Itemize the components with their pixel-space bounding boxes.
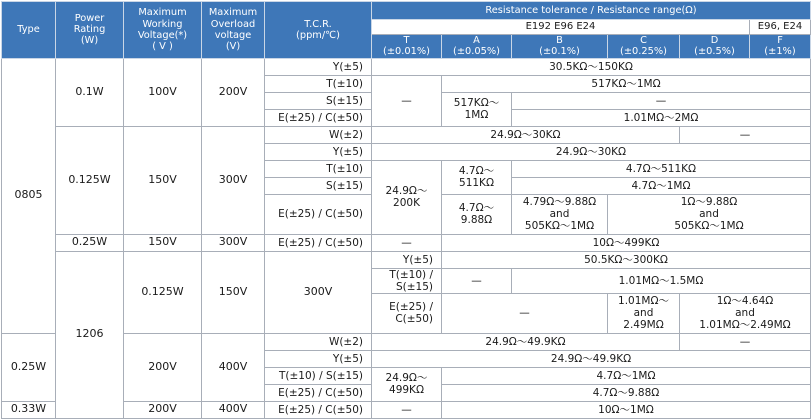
range-cell: 4.7Ω～511KΩ [512,160,811,177]
power-rating: 0.33W [2,401,56,418]
overload-voltage: 400V [202,401,265,418]
working-voltage: 150V [124,126,202,234]
range-cell: 1.01MΩ～ and 2.49MΩ [608,293,680,333]
range-cell-empty: — [680,126,811,143]
range-cell-empty: — [512,92,811,109]
type-0805: 0805 [2,58,56,333]
overload-voltage: 400V [202,333,265,401]
range-cell: 1Ω～9.88Ω and 505KΩ～1MΩ [608,194,811,234]
tcr-label: Y(±5) [372,251,442,268]
overload-voltage: 300V [202,126,265,234]
col-type-header: Type [2,2,56,59]
power-rating: 0.125W [124,251,202,333]
power-rating: 0.25W [2,333,56,401]
tcr-label: S(±15) [265,177,372,194]
tcr-label: Y(±5) [265,58,372,75]
range-cell: 4.79Ω～9.88Ω and 505KΩ～1MΩ [512,194,608,234]
range-cell: 4.7Ω～ 511KΩ [442,160,512,194]
tcr-label: Y(±5) [265,350,372,367]
tcr-label: E(±25) / C(±50) [265,401,372,418]
tol-col-c: C (±0.25%) [608,35,680,59]
type-1206: 1206 [56,251,124,418]
tcr-label: E(±25) / C(±50) [265,384,372,401]
series-e192-e96-e24: E192 E96 E24 [372,20,750,35]
tcr-label: S(±15) [265,92,372,109]
col-tcr-header: T.C.R. (ppm/℃) [265,2,372,59]
tcr-label: E(±25) / C(±50) [265,194,372,234]
tcr-label: T(±10) / S(±15) [372,268,442,293]
range-cell: 10Ω～1MΩ [442,401,811,418]
range-cell: 517KΩ～ 1MΩ [442,92,512,126]
range-cell: 517KΩ～1MΩ [442,75,811,92]
range-cell-empty: — [372,75,442,126]
tol-col-t: T (±0.01%) [372,35,442,59]
range-cell: 24.9Ω～ 499KΩ [372,367,442,401]
range-cell: 24.9Ω～ 200K [372,160,442,234]
range-cell: 4.7Ω～9.88Ω [442,384,811,401]
tcr-label: E(±25) / C(±50) [265,109,372,126]
power-rating: 0.1W [56,58,124,126]
range-cell-empty: — [442,268,512,293]
working-voltage: 100V [124,58,202,126]
tcr-label: T(±10) / S(±15) [265,367,372,384]
range-cell: 4.7Ω～1MΩ [442,367,811,384]
overload-voltage: 300V [265,251,372,333]
range-cell: 30.5KΩ～150KΩ [372,58,811,75]
range-cell: 24.9Ω～49.9KΩ [372,333,680,350]
tcr-label: Y(±5) [265,143,372,160]
overload-voltage: 200V [202,58,265,126]
tcr-label: T(±10) [265,160,372,177]
col-power-header: Power Rating (W) [56,2,124,59]
range-cell-empty: — [680,333,811,350]
col-working-voltage-header: Maximum Working Voltage(*) ( V ) [124,2,202,59]
series-e96-e24: E96, E24 [750,20,811,35]
working-voltage: 200V [124,401,202,418]
working-voltage: 150V [202,251,265,333]
range-cell: 4.7Ω～1MΩ [512,177,811,194]
tolerance-title: Resistance tolerance / Resistance range(Ω) [372,2,811,20]
tcr-label: E(±25) / C(±50) [265,234,372,251]
range-cell: 24.9Ω～30KΩ [372,126,680,143]
overload-voltage: 300V [202,234,265,251]
tol-col-f: F (±1%) [750,35,811,59]
tcr-label: E(±25) / C(±50) [372,293,442,333]
power-rating: 0.125W [56,126,124,234]
tol-col-b: B (±0.1%) [512,35,608,59]
range-cell: 4.7Ω～ 9.88Ω [442,194,512,234]
range-cell-empty: — [372,234,442,251]
tol-col-a: A (±0.05%) [442,35,512,59]
tcr-label: T(±10) [265,75,372,92]
working-voltage: 150V [124,234,202,251]
tcr-label: W(±2) [265,333,372,350]
resistor-spec-table [1,1,811,419]
range-cell: 1Ω～4.64Ω and 1.01MΩ～2.49MΩ [680,293,811,333]
range-cell: 24.9Ω～49.9KΩ [372,350,811,367]
col-overload-voltage-header: Maximum Overload voltage (V) [202,2,265,59]
range-cell: 1.01MΩ～1.5MΩ [512,268,811,293]
tcr-label: W(±2) [265,126,372,143]
range-cell: 50.5KΩ～300KΩ [442,251,811,268]
range-cell: 1.01MΩ～2MΩ [512,109,811,126]
range-cell: 10Ω～499KΩ [442,234,811,251]
power-rating: 0.25W [56,234,124,251]
working-voltage: 200V [124,333,202,401]
tol-col-d: D (±0.5%) [680,35,750,59]
range-cell-empty: — [372,401,442,418]
range-cell: 24.9Ω～30KΩ [372,143,811,160]
range-cell-empty: — [442,293,608,333]
